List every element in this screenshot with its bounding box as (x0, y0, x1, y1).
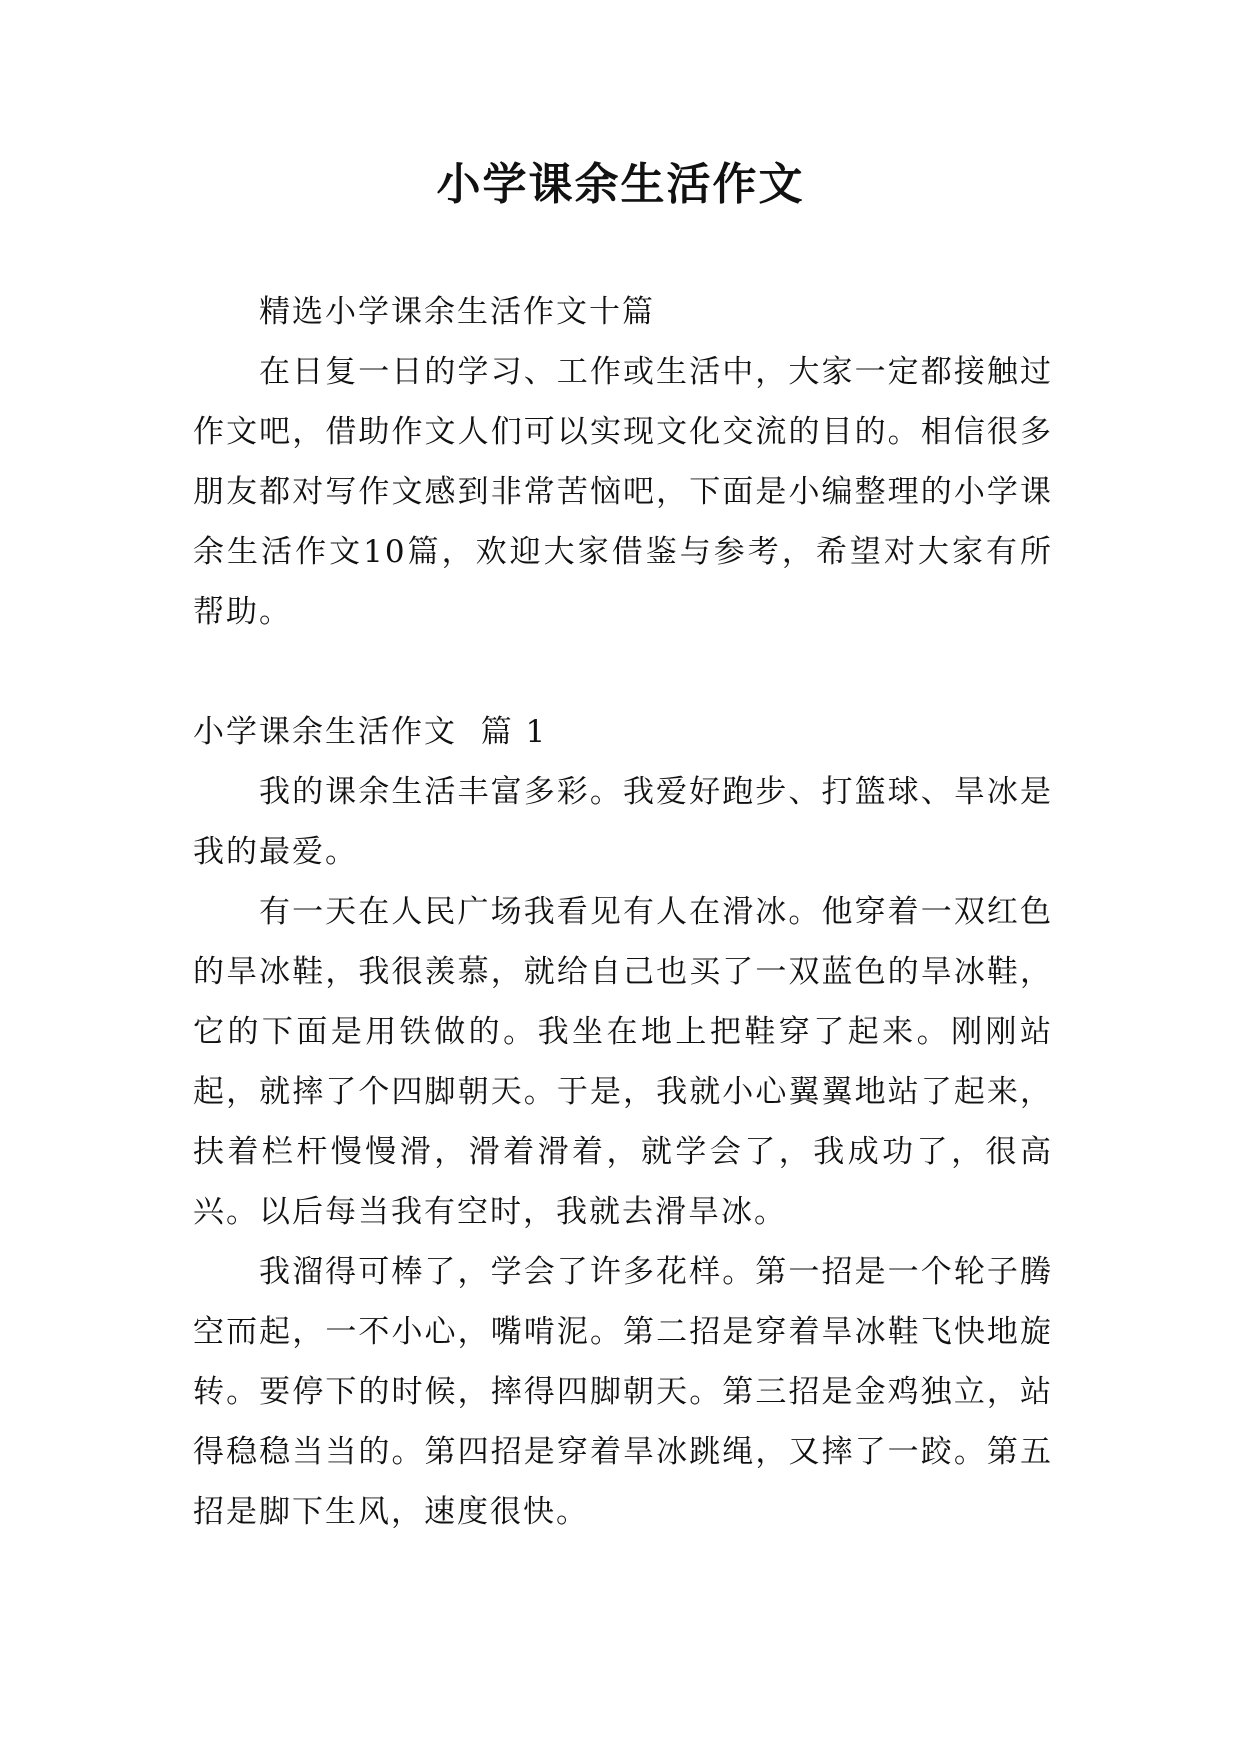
section-heading: 小学课余生活作文 篇 1 (193, 714, 548, 750)
document-body (193, 282, 1053, 1542)
essay-paragraph: 有一天在人民广场我看见有人在滑冰。他穿着一双红色的旱冰鞋，我很羡慕，就给自己也买了一双蓝色的旱冰鞋，它的下面是用铁做的。我坐在地上把鞋穿了起来。刚刚站起，就摔了个四脚朝天。于是，我就小心翼翼地站了起来，扶着栏杆慢慢滑，滑着滑着，就学会了，我成功了，很高兴。以后每当我有空时，我就去滑旱冰。 (193, 894, 1053, 1230)
document-subtitle: 精选小学课余生活作文十篇 (259, 294, 655, 330)
page-title: 小学课余生活作文 (436, 159, 805, 210)
essay-paragraph: 我溜得可棒了，学会了许多花样。第一招是一个轮子腾空而起，一不小心，嘴啃泥。第二招是穿着旱冰鞋飞快地旋转。要停下的时候，摔得四脚朝天。第三招是金鸡独立，站得稳稳当当的。第四招是穿着旱冰跳绳，又摔了一跤。第五招是脚下生风，速度很快。 (193, 1254, 1053, 1530)
essay-paragraph: 我的课余生活丰富多彩。我爱好跑步、打篮球、旱冰是我的最爱。 (193, 774, 1053, 870)
intro-paragraph: 在日复一日的学习、工作或生活中，大家一定都接触过作文吧，借助作文人们可以实现文化交流的目的。相信很多朋友都对写作文感到非常苦恼吧，下面是小编整理的小学课余生活作文10篇，欢迎大家借鉴与参考，希望对大家有所帮助。 (193, 354, 1053, 630)
